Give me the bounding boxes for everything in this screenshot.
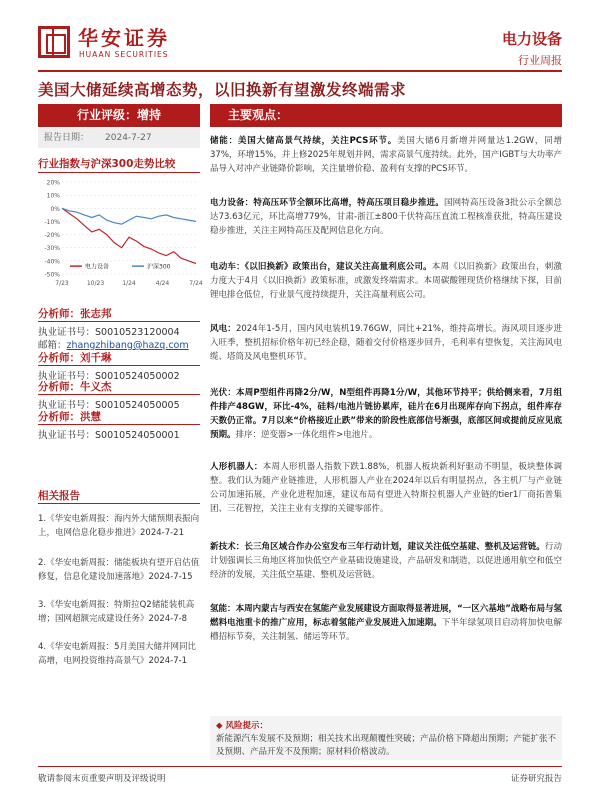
related-report-item[interactable]: 2.《华安电新周报：储能板块有望开启估值修复，信息化建设加速落地》2024-7-15 — [38, 558, 200, 582]
y-tick-label: -10% — [44, 218, 60, 226]
viewpoint-lead: 新技术： — [210, 542, 245, 552]
header-divider — [38, 70, 562, 72]
cert-label: 执业证书号： — [38, 400, 96, 411]
viewpoint-lead: 人形机器人： — [210, 462, 263, 472]
series-line-1 — [62, 208, 196, 224]
analyst-divider — [38, 321, 200, 322]
viewpoint-paragraph — [210, 134, 562, 176]
email-label: 邮箱： — [38, 340, 67, 351]
cert-label: 执业证书号： — [38, 327, 96, 338]
y-tick-label: 0% — [50, 205, 60, 213]
industry-label: 电力设备 — [501, 30, 562, 48]
related-report-item[interactable]: 1.《华安电新周报：海内外大储预期表振向上，电网信息化稳步推进》2024-7-21 — [38, 514, 200, 538]
x-tick-label: 7/23 — [55, 280, 69, 287]
risk-title: ◆ 风险提示： — [216, 721, 268, 731]
cert-label: 执业证书号： — [38, 371, 96, 382]
email-link[interactable]: zhangzhibang@hazq.com — [66, 340, 189, 351]
report-title: 美国大储延续高增态势，以旧换新有望激发终端需求 — [38, 81, 407, 99]
viewpoint-text: 2024年1-5月，国内风电装机19.76GW，同比+21%，维持高增长。海风项目逐步进入旺季，整机招标价格年初已经企稳，随着交付价格逐步回升，毛利率有望恢复，关注海风电缆、塔筒及风电整机环节。 — [210, 324, 562, 362]
viewpoint-lead: 光伏： — [210, 388, 237, 398]
viewpoint-highlight: 本周内蒙古与西安在氢能产业发展建设方面取得显著进展，“一区六基地”战略布局与氢燃料电池重卡的推广应用，标志着氢能产业发展进入加速期。 — [210, 604, 562, 628]
footer-divider — [38, 766, 562, 767]
viewpoint-highlight: 《以旧换新》政策出台，建议关注高量利底公司。 — [244, 262, 432, 272]
x-tick-label: 7/24 — [189, 280, 203, 287]
analyst-name: 分析师：张志邦 — [38, 308, 112, 320]
viewpoint-text: 本周《以旧换新》政策出台，刺激力度大于4月《以旧换新》政策标准，或激发终端需求。本周碳酸锂现货价格继续下探，目前锂电排仓低位，行业景气度持续提升，关注高量利底公司。 — [210, 262, 562, 300]
viewpoint-highlight: 长三角区域合作办公室发布三年行动计划，建议关注低空基建、整机及运营链。 — [244, 542, 545, 552]
cert-number: S0010523120004 — [95, 327, 180, 338]
y-tick-label: 10% — [46, 192, 60, 200]
cert-number: S0010524050002 — [95, 371, 180, 382]
viewpoint-highlight: 特高压环节全额环比高增，特高压项目稳步推进。 — [253, 198, 444, 208]
x-tick-label: 1/24 — [122, 280, 136, 287]
footer-report-label: 证券研究报告 — [510, 774, 562, 784]
y-tick-label: -20% — [44, 232, 60, 240]
viewpoint-text: 下半年绿氢项目启动将加快电解槽招标节奏，关注制氢、储运等环节。 — [210, 618, 562, 642]
x-tick-label: 10/23 — [86, 280, 105, 287]
viewpoint-text: 本周人形机器人指数下跌1.88%，机器人板块新利好驱动不明显，板块整体调整。我们认为随产业链推进，人形机器人产业在2024年以后有明显拐点，各主机厂与产业链公司加速拓展，产业化进程加速，建议布局有望进入特斯拉机器人产业链的tier1厂商拓普集团、三花智控，关注主业有支撑的关键零部件。 — [210, 462, 562, 514]
viewpoint-lead: 电动车： — [210, 262, 245, 272]
viewpoint-paragraph — [210, 260, 562, 302]
cert-label: 执业证书号： — [38, 430, 96, 441]
viewpoint-highlight: 美国大储高景气持续，关注PCS环节。 — [237, 136, 398, 146]
main-views-header: 主要观点： — [210, 104, 562, 127]
viewpoint-text: 国网特高压设备3批公示全额总达73.63亿元，环比高增779%，甘肃-浙江±800千伏特高压直流工程核准获批，特高压建设稳步推进，关注主网特高压及配网信息化方向。 — [210, 198, 562, 236]
related-reports-divider — [38, 503, 200, 504]
risk-box — [210, 716, 562, 760]
analyst-divider — [38, 424, 200, 425]
analyst-divider — [38, 394, 200, 395]
x-tick-label: 4/24 — [155, 280, 170, 287]
y-tick-label: -50% — [44, 271, 60, 279]
report-date: 2024-7-27 — [105, 133, 152, 143]
legend-label: 电力设备 — [85, 263, 110, 271]
index-comparison-chart — [38, 178, 203, 288]
viewpoint-text: 行动计划强调长三角地区将加快低空产业基础设施建设，产品研发和制造，以促进通用航空和低空经济的发展，关注低空基建、整机及运营链。 — [210, 542, 562, 580]
risk-text: 新能源汽车发展不及预期；相关技术出现颠覆性突破；产品价格下降超出预期；产能扩张不及预期、产品开发不及预期；原材料价格波动。 — [216, 734, 557, 757]
y-tick-label: -30% — [44, 245, 60, 253]
viewpoint-paragraph — [210, 540, 562, 582]
cert-number: S0010524050001 — [95, 430, 180, 441]
legend-label: 沪深300 — [147, 263, 171, 271]
y-tick-label: -40% — [44, 258, 60, 266]
report-type-label: 行业周报 — [518, 54, 562, 67]
analyst-name: 分析师：洪慧 — [38, 411, 101, 423]
viewpoint-text: 美国大储6月新增并网量达1.2GW，同增37%，环增15%，并上修2025年规划并网，需求高景气度持续。此外，国产IGBT与大功率产品导入对冲产业链降价影响，关注量增价稳、盈利有支撑的PCS环节。 — [210, 136, 562, 174]
logo-name-en: HUAAN SECURITIES — [79, 50, 169, 59]
report-date-row — [38, 128, 200, 148]
logo-name-cn: 华安证券 — [78, 26, 170, 50]
viewpoint-lead: 储能： — [210, 136, 238, 146]
analyst-email-row — [38, 337, 189, 351]
viewpoint-paragraph — [210, 602, 562, 644]
y-tick-label: 20% — [46, 179, 60, 187]
viewpoint-lead: 风电： — [210, 324, 236, 334]
viewpoint-lead: 电力设备： — [210, 198, 254, 208]
footer-disclaimer: 敬请参阅末页重要声明及评级说明 — [38, 774, 166, 784]
chart-section-divider — [38, 172, 200, 173]
analyst-cert-row — [38, 427, 180, 441]
cert-number: S0010524050005 — [95, 400, 180, 411]
page-header — [0, 0, 600, 72]
industry-rating: 行业评级：增持 — [38, 104, 200, 127]
viewpoint-paragraph — [210, 386, 562, 442]
analyst-divider — [38, 365, 200, 366]
viewpoint-lead: 氢能： — [210, 604, 236, 614]
viewpoint-paragraph — [210, 196, 562, 238]
related-reports-title: 相关报告 — [38, 490, 80, 502]
analyst-name: 分析师：牛义杰 — [38, 381, 112, 393]
viewpoint-paragraph — [210, 322, 562, 364]
huaan-logo-icon — [38, 26, 70, 58]
viewpoint-text: 排序：逆变器>一体化组件>电池片。 — [235, 430, 378, 440]
related-report-item[interactable]: 4.《华安电新周报：5月美国大储并网同比高增，电网投资维持高景气》2024-7-1 — [38, 642, 197, 666]
analyst-name: 分析师：刘千琳 — [38, 352, 112, 364]
related-report-item[interactable]: 3.《华安电新周报：特斯拉Q2储能装机高增；国网超额完成建设任务》2024-7-8 — [38, 600, 195, 624]
report-date-label: 报告日期： — [44, 133, 90, 143]
viewpoint-highlight: 本周P型组件再降2分/W，N型组件再降1分/W，其他环节持平；供给侧来看，7月组件排产48GW，环比-4%，硅料/电池片链协累库，硅片在6月出现库存向下拐点，组件库存天数仍正常。7月以来“价格接近止跌”带来的阶段性底部信号渐强，底部区间或提前反应见底预期。 — [210, 388, 562, 440]
analyst-cert-row — [38, 324, 180, 338]
series-line-0 — [62, 208, 196, 263]
chart-svg — [38, 178, 203, 288]
chart-section-title: 行业指数与沪深300走势比较 — [38, 158, 176, 170]
viewpoint-paragraph — [210, 460, 562, 516]
